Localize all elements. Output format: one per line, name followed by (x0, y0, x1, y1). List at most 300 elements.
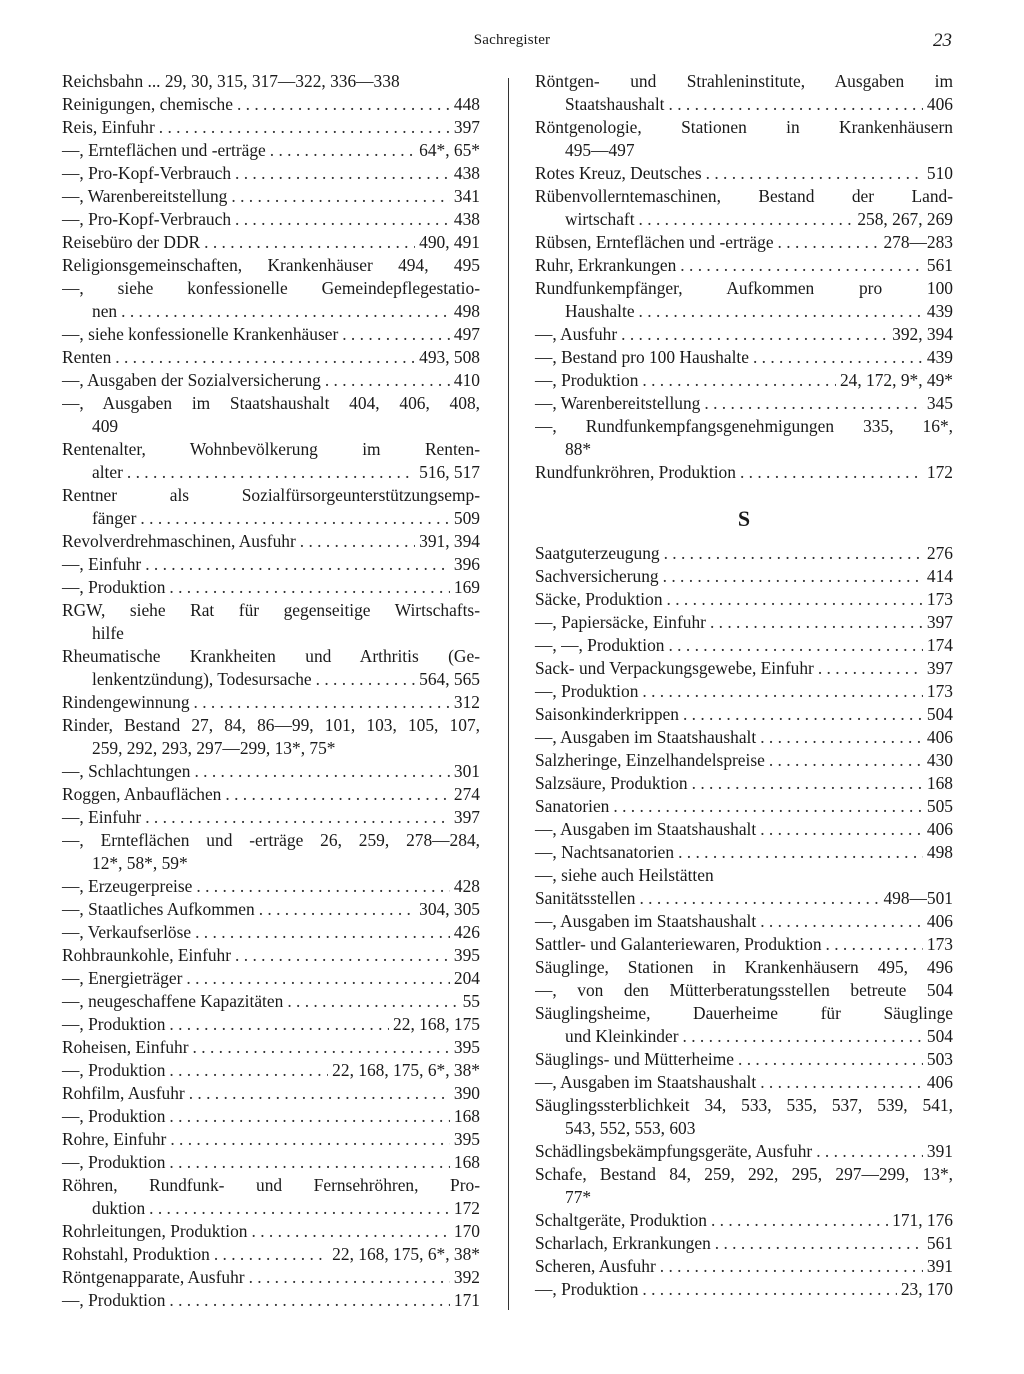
index-entry (535, 680, 953, 703)
dot-leader (683, 703, 923, 726)
index-entry-line: Rinder, Bestand 27, 84, 86—99, 101, 103, 105, 107, (62, 715, 480, 735)
index-entry (535, 565, 953, 588)
dot-leader (760, 910, 923, 933)
entry-pages: 493, 508 (419, 347, 480, 367)
entry-term: —, Produktion (62, 1106, 166, 1126)
entry-term: —, Produktion (62, 1014, 166, 1034)
entry-pages: 172 (926, 462, 953, 482)
index-entry (62, 691, 480, 714)
entry-pages: 561 (926, 1233, 953, 1253)
dot-leader (235, 208, 450, 231)
index-entry (62, 668, 480, 691)
entry-pages: 391 (926, 1256, 953, 1276)
entry-term: Roheisen, Einfuhr (62, 1037, 189, 1057)
entry-pages: 498—501 (883, 888, 953, 908)
entry-pages: 278—283 (883, 232, 953, 252)
dot-leader (237, 93, 450, 116)
entry-term: —, siehe konfessionelle Krankenhäuser (62, 324, 339, 344)
dot-leader (195, 921, 450, 944)
index-entry (62, 875, 480, 898)
index-entry (535, 611, 953, 634)
entry-term: wirtschaft (565, 209, 635, 229)
index-entry (535, 392, 953, 415)
index-entry (62, 806, 480, 829)
index-column-left (62, 70, 480, 1312)
entry-term: Salzheringe, Einzelhandelspreise (535, 750, 765, 770)
entry-term: —, Ernteflächen und -erträge (62, 140, 266, 160)
entry-term: Rundfunkröhren, Produktion (535, 462, 736, 482)
entry-pages: 391, 394 (419, 531, 480, 551)
entry-term: Sanatorien (535, 796, 610, 816)
entry-pages: 504 (926, 704, 953, 724)
index-entry (535, 93, 953, 116)
entry-pages: 171 (453, 1290, 480, 1310)
entry-term: —, Ausgaben im Staatshaushalt (535, 1072, 757, 1092)
entry-pages: 438 (453, 163, 480, 183)
entry-pages: 22, 168, 175 (393, 1014, 480, 1034)
index-entry (62, 1105, 480, 1128)
index-entry (62, 944, 480, 967)
index-entry-line: —, Ernteflächen und -erträge 26, 259, 278—284, (62, 830, 480, 850)
entry-pages: 173 (926, 934, 953, 954)
entry-pages: 505 (926, 796, 953, 816)
index-entry-line: Rübenvollerntemaschinen, Bestand der Land- (535, 186, 953, 206)
dot-leader (642, 680, 923, 703)
entry-pages: 22, 168, 175, 6*, 38* (332, 1060, 480, 1080)
column-divider (508, 78, 509, 1310)
index-entry (535, 910, 953, 933)
entry-term: —, Einfuhr (62, 807, 142, 827)
entry-pages: 406 (926, 727, 953, 747)
index-entry (535, 1025, 953, 1048)
index-entry-continuation: hilfe (92, 623, 124, 643)
entry-term: Staatshaushalt (565, 94, 665, 114)
entry-term: —, Ausgaben im Staatshaushalt (535, 819, 757, 839)
page-number: 23 (933, 30, 952, 51)
entry-term: Saisonkinderkrippen (535, 704, 679, 724)
entry-term: Rübsen, Ernteflächen und -erträge (535, 232, 774, 252)
entry-term: —, Einfuhr (62, 554, 142, 574)
dot-leader (704, 392, 923, 415)
entry-term: Sachversicherung (535, 566, 659, 586)
index-entry (62, 208, 480, 231)
dot-leader (683, 1025, 923, 1048)
entry-term: —, Nachtsanatorien (535, 842, 675, 862)
entry-pages: 396 (453, 554, 480, 574)
entry-pages: 274 (453, 784, 480, 804)
dot-leader (769, 749, 923, 772)
dot-leader (127, 461, 415, 484)
dot-leader (760, 1071, 923, 1094)
entry-term: —, Ausfuhr (535, 324, 618, 344)
index-entry (62, 507, 480, 530)
dot-leader (316, 668, 415, 691)
dot-leader (145, 806, 450, 829)
entry-term: —, Warenbereitstellung (62, 186, 228, 206)
entry-pages: 414 (926, 566, 953, 586)
index-entry (62, 1013, 480, 1036)
index-entry (535, 461, 953, 484)
entry-term: —, Ausgaben im Staatshaushalt (535, 911, 757, 931)
entry-pages: 406 (926, 911, 953, 931)
entry-pages: 304, 305 (419, 899, 480, 919)
index-entry (62, 553, 480, 576)
dot-leader (169, 1105, 450, 1128)
entry-term: Sack- und Verpackungsgewebe, Einfuhr (535, 658, 814, 678)
index-entry (62, 990, 480, 1013)
entry-term: —, —, Produktion (535, 635, 665, 655)
index-entry-line: —, von den Mütterberatungsstellen betreute 504 (535, 980, 953, 1000)
entry-term: —, Pro-Kopf-Verbrauch (62, 209, 232, 229)
index-entry (62, 185, 480, 208)
dot-leader (642, 369, 836, 392)
page-header (0, 30, 1024, 56)
index-entry-line: Säuglinge, Stationen in Krankenhäusern 495, 496 (535, 957, 953, 977)
entry-pages: 168 (453, 1152, 480, 1172)
dot-leader (259, 898, 415, 921)
dot-leader (170, 1128, 450, 1151)
entry-pages: 406 (926, 94, 953, 114)
dot-leader (287, 990, 458, 1013)
entry-pages: 168 (453, 1106, 480, 1126)
entry-term: Rohstahl, Produktion (62, 1244, 210, 1264)
dot-leader (169, 576, 450, 599)
index-entry-line: Röntgen- und Strahleninstitute, Ausgaben im (535, 71, 953, 91)
dot-leader (664, 542, 923, 565)
index-entry (535, 254, 953, 277)
index-entry (62, 1289, 480, 1312)
index-entry (535, 887, 953, 910)
index-entry (62, 1128, 480, 1151)
index-entry-line: Rentner als Sozialfürsorgeunterstützungsemp- (62, 485, 480, 505)
entry-term: —, Produktion (62, 1152, 166, 1172)
entry-term: —, Papiersäcke, Einfuhr (535, 612, 706, 632)
index-entry-line: —, Rundfunkempfangsgenehmigungen 335, 16*, (535, 416, 953, 436)
entry-pages: 503 (926, 1049, 953, 1069)
index-entry (62, 116, 480, 139)
index-entry (62, 1266, 480, 1289)
entry-pages: 395 (453, 1037, 480, 1057)
entry-term: Schaltgeräte, Produktion (535, 1210, 707, 1230)
entry-term: —, Erzeugerpreise (62, 876, 193, 896)
dot-leader (235, 944, 450, 967)
index-entry-line: Röhren, Rundfunk- und Fernsehröhren, Pro- (62, 1175, 480, 1195)
index-entry (62, 300, 480, 323)
entry-term: nen (92, 301, 118, 321)
entry-pages: 204 (453, 968, 480, 988)
entry-pages: 428 (453, 876, 480, 896)
entry-pages: 426 (453, 922, 480, 942)
dot-leader (186, 967, 450, 990)
entry-pages: 516, 517 (419, 462, 480, 482)
dot-leader (738, 1048, 923, 1071)
entry-pages: 504 (926, 1026, 953, 1046)
index-entry-continuation: 543, 552, 553, 603 (565, 1118, 696, 1138)
index-entry (62, 461, 480, 484)
index-entry (535, 300, 953, 323)
index-entry-continuation: 88* (565, 439, 592, 459)
entry-term: duktion (92, 1198, 146, 1218)
index-entry-line: Röntgenologie, Stationen in Krankenhäusern (535, 117, 953, 137)
entry-pages: 391 (926, 1141, 953, 1161)
index-entry-continuation: 409 (92, 416, 119, 436)
dot-leader (194, 760, 449, 783)
index-entry (535, 772, 953, 795)
index-entry-line: Rentenalter, Wohnbevölkerung im Renten- (62, 439, 480, 459)
dot-leader (663, 565, 923, 588)
entry-pages: 55 (462, 991, 480, 1011)
entry-pages: 438 (453, 209, 480, 229)
dot-leader (149, 1197, 450, 1220)
entry-term: Schädlingsbekämpfungsgeräte, Ausfuhr (535, 1141, 813, 1161)
entry-term: —, Ausgaben im Staatshaushalt (535, 727, 757, 747)
index-entry (62, 760, 480, 783)
index-entry (535, 346, 953, 369)
entry-pages: 392 (453, 1267, 480, 1287)
entry-pages: 392, 394 (892, 324, 953, 344)
index-entry (62, 139, 480, 162)
dot-leader (778, 231, 880, 254)
entry-pages: 439 (926, 347, 953, 367)
entry-term: —, Produktion (535, 1279, 639, 1299)
section-letter: S (737, 506, 751, 531)
entry-pages: 490, 491 (419, 232, 480, 252)
entry-term: Reisebüro der DDR (62, 232, 201, 252)
index-entry-line: —, Ausgaben im Staatshaushalt 404, 406, 408, (62, 393, 480, 413)
dot-leader (760, 818, 923, 841)
entry-pages: 510 (926, 163, 953, 183)
index-entry-continuation: 495—497 (565, 140, 635, 160)
index-entry-line: RGW, siehe Rat für gegenseitige Wirtschafts- (62, 600, 480, 620)
index-entry (62, 1036, 480, 1059)
dot-leader (816, 1140, 923, 1163)
entry-pages: 173 (926, 589, 953, 609)
entry-term: —, Warenbereitstellung (535, 393, 701, 413)
entry-pages: 397 (926, 612, 953, 632)
index-entry-line: Säuglingsheime, Dauerheime für Säuglinge (535, 1003, 953, 1023)
index-entry-line: —, siehe konfessionelle Gemeindepflegestatio- (62, 278, 480, 298)
entry-pages: 172 (453, 1198, 480, 1218)
entry-term: Rohfilm, Ausfuhr (62, 1083, 185, 1103)
dot-leader (115, 346, 415, 369)
entry-pages: 406 (926, 1072, 953, 1092)
entry-term: Reichsbahn ... 29, 30, 315, 317—322, 336—338 (62, 71, 400, 91)
index-entry (62, 530, 480, 553)
index-entry-continuation: 77* (565, 1187, 592, 1207)
entry-pages: 312 (453, 692, 480, 712)
index-entry (535, 323, 953, 346)
index-entry-line: Religionsgemeinschaften, Krankenhäuser 494, 495 (62, 255, 480, 275)
entry-term: Revolverdrehmaschinen, Ausfuhr (62, 531, 296, 551)
entry-term: —, Produktion (62, 577, 166, 597)
entry-term: Säcke, Produktion (535, 589, 663, 609)
dot-leader (818, 657, 923, 680)
dot-leader (121, 300, 450, 323)
index-entry (535, 726, 953, 749)
dot-leader (140, 507, 449, 530)
entry-pages: 395 (453, 945, 480, 965)
entry-pages: 397 (453, 807, 480, 827)
entry-term: Reis, Einfuhr (62, 117, 155, 137)
entry-pages: 439 (926, 301, 953, 321)
entry-pages: 169 (453, 577, 480, 597)
entry-pages: 173 (926, 681, 953, 701)
dot-leader (706, 162, 923, 185)
index-entry (535, 634, 953, 657)
entry-term: Rindengewinnung (62, 692, 190, 712)
entry-term: Rotes Kreuz, Deutsches (535, 163, 702, 183)
entry-pages: 301 (453, 761, 480, 781)
entry-term: —, Bestand pro 100 Haushalte (535, 347, 749, 367)
entry-pages: 561 (926, 255, 953, 275)
dot-leader (169, 1013, 389, 1036)
dot-leader (710, 611, 923, 634)
running-title: Sachregister (473, 32, 551, 48)
entry-term: —, Pro-Kopf-Verbrauch (62, 163, 232, 183)
entry-pages: 397 (926, 658, 953, 678)
dot-leader (193, 1036, 450, 1059)
index-entry (62, 1151, 480, 1174)
dot-leader (760, 726, 923, 749)
dot-leader (252, 1220, 450, 1243)
index-entry (62, 323, 480, 346)
entry-pages: 276 (926, 543, 953, 563)
dot-leader (169, 1059, 328, 1082)
entry-term: —, Schlachtungen (62, 761, 191, 781)
index-entry (62, 576, 480, 599)
index-block-r (535, 70, 953, 484)
index-entry (535, 1232, 953, 1255)
entry-pages: 258, 267, 269 (857, 209, 953, 229)
index-entry (535, 749, 953, 772)
dot-leader (214, 1243, 328, 1266)
index-entry (62, 346, 480, 369)
index-entry (62, 967, 480, 990)
index-entry (62, 70, 480, 93)
entry-pages: 23, 170 (900, 1279, 953, 1299)
dot-leader (692, 772, 923, 795)
index-entry (62, 231, 480, 254)
dot-leader (231, 185, 450, 208)
entry-term: Saatguterzeugung (535, 543, 660, 563)
dot-leader (196, 875, 450, 898)
index-entry-line: Säuglingssterblichkeit 34, 533, 535, 537, 539, 541, (535, 1095, 953, 1115)
entry-pages: 410 (453, 370, 480, 390)
dot-leader (270, 139, 415, 162)
index-entry (535, 208, 953, 231)
dot-leader (194, 691, 450, 714)
entry-term: —, Ausgaben der Sozialversicherung (62, 370, 321, 390)
dot-leader (639, 887, 879, 910)
index-entry: —, siehe auch Heilstätten (535, 865, 714, 885)
index-entry (62, 921, 480, 944)
entry-pages: 497 (453, 324, 480, 344)
dot-leader (189, 1082, 450, 1105)
dot-leader (169, 1151, 450, 1174)
dot-leader (204, 231, 415, 254)
entry-pages: 390 (453, 1083, 480, 1103)
entry-pages: 24, 172, 9*, 49* (839, 370, 953, 390)
index-entry-continuation: 259, 292, 293, 297—299, 13*, 75* (92, 738, 336, 758)
entry-term: —, neugeschaffene Kapazitäten (62, 991, 284, 1011)
dot-leader (668, 634, 922, 657)
index-entry (535, 231, 953, 254)
index-entry (535, 703, 953, 726)
entry-term: —, Produktion (62, 1060, 166, 1080)
entry-pages: 22, 168, 175, 6*, 38* (332, 1244, 480, 1264)
entry-term: Ruhr, Erkrankungen (535, 255, 677, 275)
entry-term: Scheren, Ausfuhr (535, 1256, 656, 1276)
entry-pages: 170 (453, 1221, 480, 1241)
dot-leader (159, 116, 450, 139)
index-entry (62, 898, 480, 921)
index-entry-continuation: 12*, 58*, 59* (92, 853, 188, 873)
dot-leader (169, 1289, 450, 1312)
dot-leader (715, 1232, 923, 1255)
entry-term: Röntgenapparate, Ausfuhr (62, 1267, 245, 1287)
index-entry (535, 1255, 953, 1278)
index-entry (535, 818, 953, 841)
index-entry-line: Rundfunkempfänger, Aufkommen pro 100 (535, 278, 953, 298)
dot-leader (680, 254, 923, 277)
dot-leader (678, 841, 923, 864)
dot-leader (660, 1255, 923, 1278)
dot-leader (753, 346, 923, 369)
entry-pages: 171, 176 (892, 1210, 953, 1230)
dot-leader (621, 323, 888, 346)
index-entry (535, 542, 953, 565)
index-entry (62, 93, 480, 116)
index-entry-line: Schafe, Bestand 84, 259, 292, 295, 297—299, 13*, (535, 1164, 953, 1184)
index-entry (535, 1048, 953, 1071)
entry-pages: 395 (453, 1129, 480, 1149)
entry-pages: 397 (453, 117, 480, 137)
index-entry (62, 162, 480, 185)
index-entry (62, 1197, 480, 1220)
entry-term: fänger (92, 508, 137, 528)
entry-pages: 430 (926, 750, 953, 770)
dot-leader (249, 1266, 450, 1289)
dot-leader (300, 530, 415, 553)
index-entry (535, 933, 953, 956)
entry-term: Säuglings- und Mütterheime (535, 1049, 734, 1069)
dot-leader (325, 369, 450, 392)
index-entry (62, 1082, 480, 1105)
dot-leader (642, 1278, 896, 1301)
entry-term: Reinigungen, chemische (62, 94, 233, 114)
index-entry (535, 657, 953, 680)
entry-pages: 564, 565 (419, 669, 480, 689)
entry-term: Haushalte (565, 301, 635, 321)
index-entry (535, 1140, 953, 1163)
dot-leader (639, 300, 923, 323)
dot-leader (667, 588, 923, 611)
entry-pages: 406 (926, 819, 953, 839)
entry-term: Rohre, Einfuhr (62, 1129, 167, 1149)
index-block-s (535, 542, 953, 1301)
entry-pages: 498 (453, 301, 480, 321)
index-entry (62, 1220, 480, 1243)
entry-pages: 498 (926, 842, 953, 862)
entry-term: Salzsäure, Produktion (535, 773, 688, 793)
entry-term: —, Produktion (62, 1290, 166, 1310)
index-entry (535, 1278, 953, 1301)
index-entry (62, 1059, 480, 1082)
index-entry (62, 369, 480, 392)
entry-pages: 341 (453, 186, 480, 206)
entry-pages: 174 (926, 635, 953, 655)
entry-term: —, Produktion (535, 681, 639, 701)
